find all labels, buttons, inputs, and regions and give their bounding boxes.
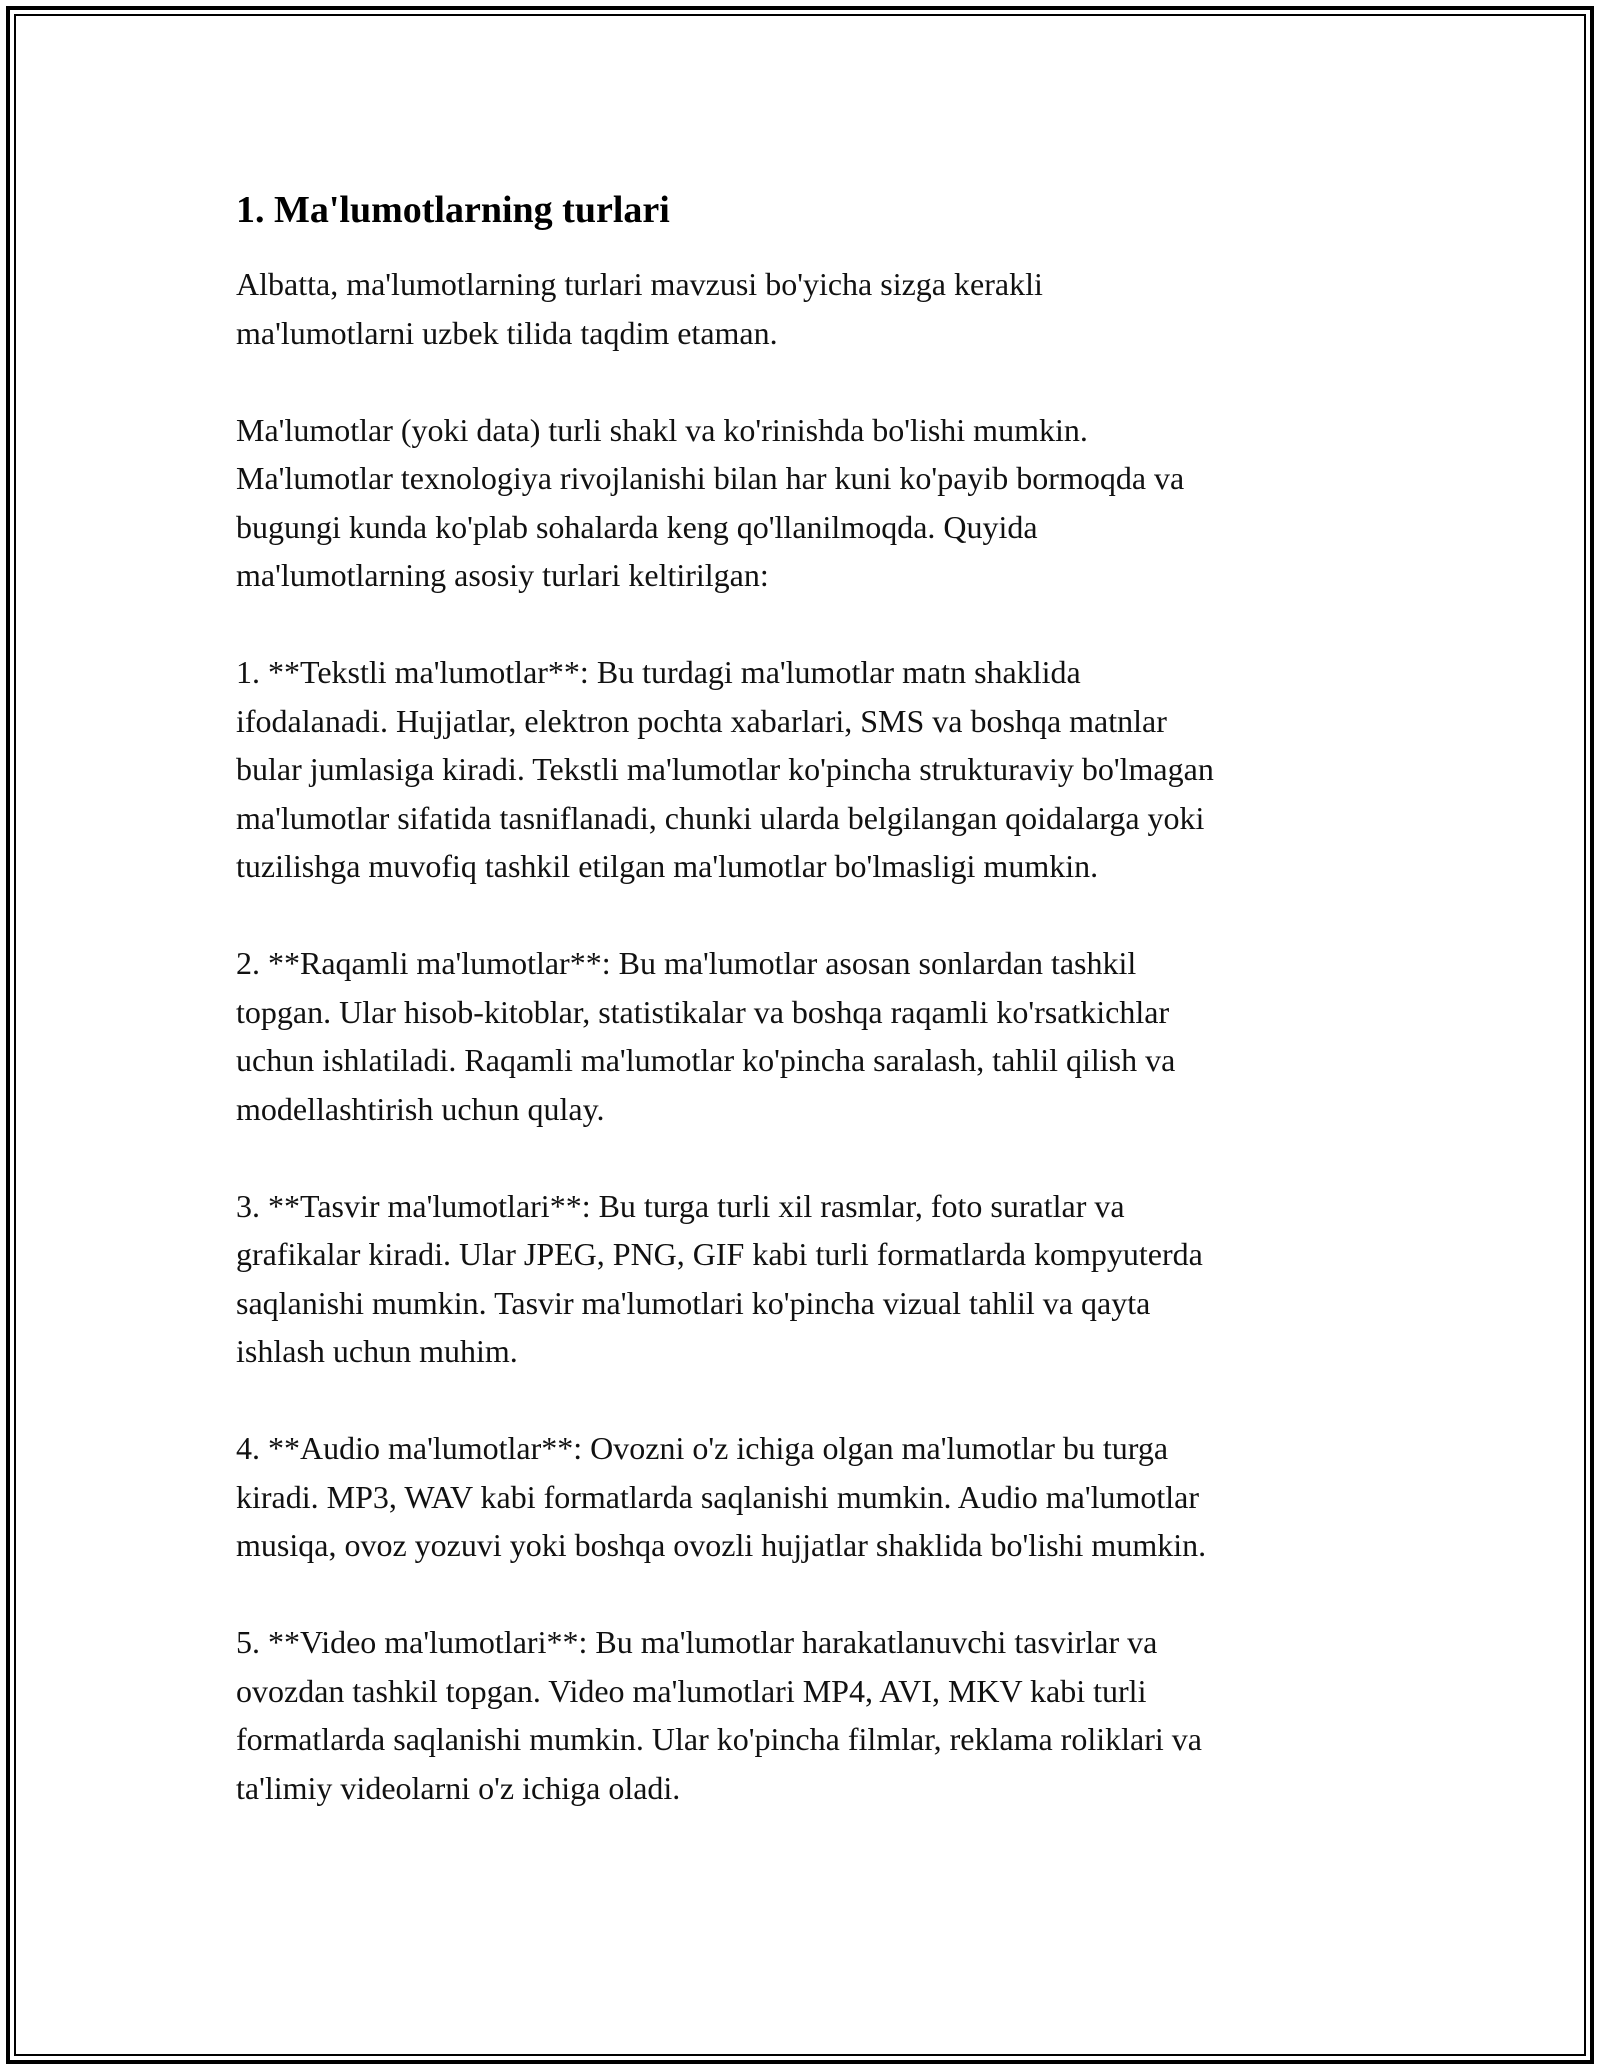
text-line: musiqa, ovoz yozuvi yoki boshqa ovozli hujjatlar shaklida bo'lishi mumkin. xyxy=(236,1527,1207,1563)
text-line: 2. **Raqamli ma'lumotlar**: Bu ma'lumotlar asosan sonlardan tashkil xyxy=(236,945,1137,981)
text-line: tuzilishga muvofiq tashkil etilgan ma'lumotlar bo'lmasligi mumkin. xyxy=(236,848,1099,884)
text-line: bular jumlasiga kiradi. Tekstli ma'lumotlar ko'pincha strukturaviy bo'lmagan xyxy=(236,751,1214,787)
text-line: 5. **Video ma'lumotlari**: Bu ma'lumotlar harakatlanuvchi tasvirlar va xyxy=(236,1624,1158,1660)
text-line: topgan. Ular hisob-kitoblar, statistikalar va boshqa raqamli ko'rsatkichlar xyxy=(236,993,1170,1030)
text-line: formatlarda saqlanishi mumkin. Ular ko'pincha filmlar, reklama roliklari va xyxy=(236,1721,1202,1757)
document-title: 1. Ma'lumotlarning turlari xyxy=(236,189,670,231)
list-item-text-data xyxy=(236,648,1366,891)
list-item-audio-data xyxy=(236,1424,1366,1570)
text-line: ishlash uchun muhim. xyxy=(236,1333,518,1369)
list-item-video-data xyxy=(236,1618,1366,1812)
text-line: ovozdan tashkil topgan. Video ma'lumotlari MP4, AVI, MKV kabi turli xyxy=(236,1672,1147,1709)
intro-paragraph xyxy=(236,260,1366,357)
text-line: Ma'lumotlar texnologiya rivojlanishi bilan har kuni ko'payib bormoqda va xyxy=(236,460,1185,496)
document-body xyxy=(236,186,1366,1861)
text-line: saqlanishi mumkin. Tasvir ma'lumotlari ko'pincha vizual tahlil va qayta xyxy=(236,1284,1151,1321)
text-line: ifodalanadi. Hujjatlar, elektron pochta xabarlari, SMS va boshqa matnlar xyxy=(236,702,1167,739)
text-line: uchun ishlatiladi. Raqamli ma'lumotlar ko'pincha saralash, tahlil qilish va xyxy=(236,1042,1176,1078)
text-line: ma'lumotlarni uzbek tilida taqdim etaman. xyxy=(236,314,778,351)
list-item-image-data xyxy=(236,1182,1366,1376)
overview-paragraph xyxy=(236,406,1366,600)
text-line: 1. **Tekstli ma'lumotlar**: Bu turdagi ma'lumotlar matn shaklida xyxy=(236,654,1081,690)
text-line: 4. **Audio ma'lumotlar**: Ovozni o'z ichiga olgan ma'lumotlar bu turga xyxy=(236,1430,1169,1466)
text-line: 3. **Tasvir ma'lumotlari**: Bu turga turli xil rasmlar, foto suratlar va xyxy=(236,1187,1125,1224)
text-line: kiradi. MP3, WAV kabi formatlarda saqlanishi mumkin. Audio ma'lumotlar xyxy=(236,1478,1199,1515)
text-line: modellashtirish uchun qulay. xyxy=(236,1090,605,1127)
text-line: ma'lumotlar sifatida tasniflanadi, chunki ularda belgilangan qoidalarga yoki xyxy=(236,799,1205,836)
list-item-numeric-data xyxy=(236,939,1366,1133)
text-line: grafikalar kiradi. Ular JPEG, PNG, GIF kabi turli formatlarda kompyuterda xyxy=(236,1236,1203,1272)
text-line: ma'lumotlarning asosiy turlari keltirilgan: xyxy=(236,557,769,593)
text-line: ta'limiy videolarni o'z ichiga oladi. xyxy=(236,1769,681,1806)
text-line: bugungi kunda ko'plab sohalarda keng qo'llanilmoqda. Quyida xyxy=(236,508,1038,545)
text-line: Albatta, ma'lumotlarning turlari mavzusi bo'yicha sizga kerakli xyxy=(236,266,1043,302)
text-line: Ma'lumotlar (yoki data) turli shakl va ko'rinishda bo'lishi mumkin. xyxy=(236,411,1088,448)
